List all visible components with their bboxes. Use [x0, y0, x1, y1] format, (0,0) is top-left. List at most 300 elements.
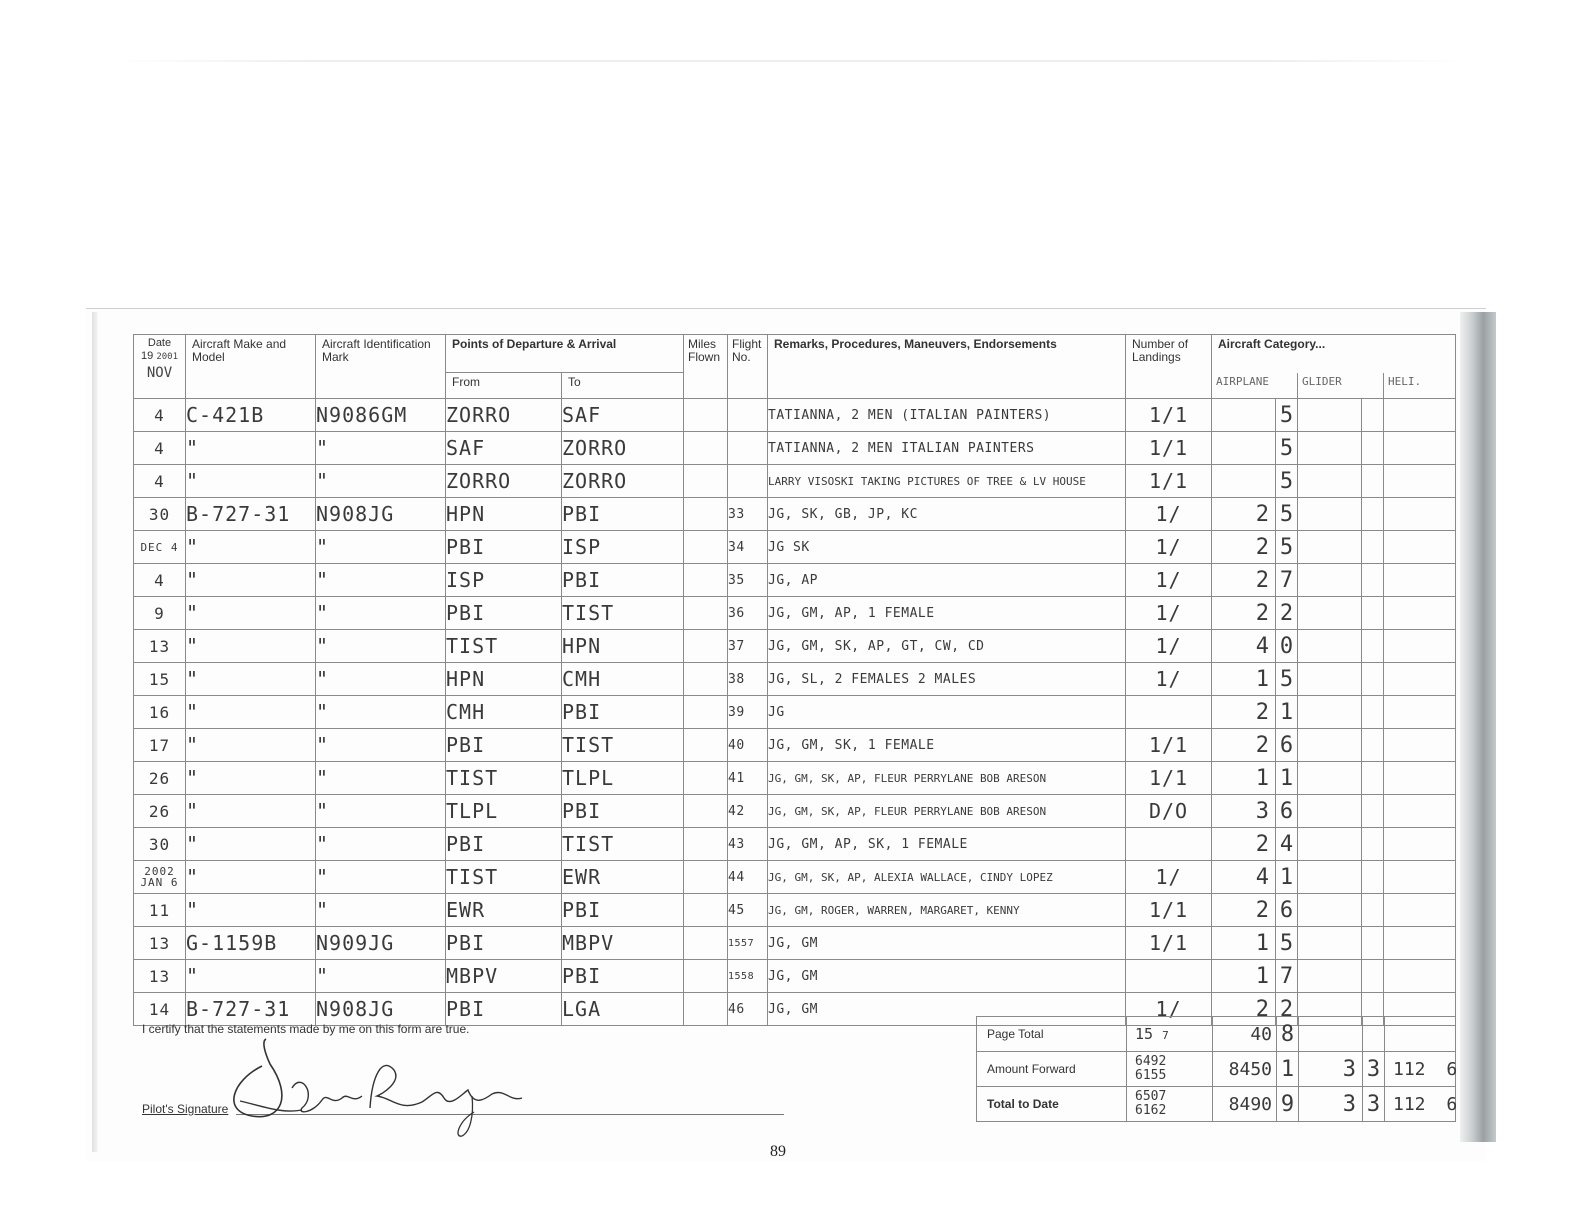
row-remarks: JG SK: [768, 531, 1126, 564]
page-total-landings-sub: 7: [1162, 1029, 1169, 1042]
row-heli-hours: [1384, 960, 1456, 993]
row-from: TIST: [446, 762, 562, 795]
row-flight-no: [728, 399, 768, 432]
row-to: ISP: [562, 531, 684, 564]
row-airplane-hours: 2: [1212, 828, 1276, 861]
page-total-h2: [1277, 1017, 1299, 1052]
row-airplane-hours: 4: [1212, 630, 1276, 663]
log-row: [134, 696, 1456, 729]
row-landings: 1/1: [1126, 927, 1212, 960]
scan-artifact-line: [110, 60, 1470, 62]
row-airplane-tenths: 6: [1276, 894, 1298, 927]
row-from: TIST: [446, 861, 562, 894]
row-from: ZORRO: [446, 465, 562, 498]
row-heli-hours: [1384, 399, 1456, 432]
row-landings: 1/1: [1126, 894, 1212, 927]
row-glider-tenths: [1362, 861, 1384, 894]
row-landings: 1/: [1126, 630, 1212, 663]
row-airplane-tenths: 2: [1276, 993, 1298, 1026]
row-aircraft-model: ": [186, 630, 316, 663]
log-row: [134, 465, 1456, 498]
row-heli-hours: [1384, 729, 1456, 762]
row-from: PBI: [446, 729, 562, 762]
row-aircraft-ident: ": [316, 597, 446, 630]
row-to: HPN: [562, 630, 684, 663]
page-shadow-edge: [1460, 312, 1496, 1142]
row-aircraft-ident: ": [316, 564, 446, 597]
row-to: SAF: [562, 399, 684, 432]
log-row: [134, 894, 1456, 927]
row-landings: 1/1: [1126, 762, 1212, 795]
row-date: 13: [134, 630, 186, 663]
logbook-table: [133, 334, 1456, 1026]
row-from: CMH: [446, 696, 562, 729]
log-row: [134, 795, 1456, 828]
row-aircraft-model: ": [186, 795, 316, 828]
log-row: [134, 861, 1456, 894]
row-glider-tenths: [1362, 960, 1384, 993]
row-airplane-tenths: 0: [1276, 630, 1298, 663]
row-to: ZORRO: [562, 465, 684, 498]
row-to: MBPV: [562, 927, 684, 960]
row-aircraft-ident: N9086GM: [316, 399, 446, 432]
row-from: PBI: [446, 531, 562, 564]
row-glider-tenths: [1362, 795, 1384, 828]
row-date: 17: [134, 729, 186, 762]
log-row: [134, 597, 1456, 630]
row-glider-hours: [1298, 828, 1362, 861]
date-year-hw: 2001: [156, 352, 178, 362]
row-aircraft-model: ": [186, 861, 316, 894]
row-landings: 1/1: [1126, 432, 1212, 465]
row-miles: [684, 399, 728, 432]
row-airplane-tenths: 1: [1276, 762, 1298, 795]
row-aircraft-ident: N909JG: [316, 927, 446, 960]
row-to: PBI: [562, 894, 684, 927]
row-aircraft-ident: ": [316, 432, 446, 465]
row-aircraft-ident: ": [316, 828, 446, 861]
row-aircraft-ident: ": [316, 465, 446, 498]
row-miles: [684, 498, 728, 531]
row-glider-tenths: [1362, 927, 1384, 960]
row-from: MBPV: [446, 960, 562, 993]
row-landings: 1/: [1126, 597, 1212, 630]
category-airplane-label: AIRPLANE: [1216, 374, 1269, 388]
row-flight-no: 44: [728, 861, 768, 894]
row-miles: [684, 696, 728, 729]
row-landings: 1/1: [1126, 399, 1212, 432]
row-from: PBI: [446, 927, 562, 960]
total-landings-a: 6507: [1135, 1089, 1167, 1104]
category-glider-label: GLIDER: [1302, 374, 1342, 388]
total-landings-b: 6162: [1135, 1103, 1167, 1118]
row-flight-no: 43: [728, 828, 768, 861]
flight-no-header: Flight No.: [728, 335, 768, 399]
row-remarks: TATIANNA, 2 MEN (ITALIAN PAINTERS): [768, 399, 1126, 432]
forward-landings-b: 6155: [1135, 1068, 1167, 1083]
aircraft-make-header: Aircraft Make and Model: [186, 335, 316, 399]
row-airplane-tenths: 2: [1276, 597, 1298, 630]
row-miles: [684, 894, 728, 927]
row-date: 15: [134, 663, 186, 696]
row-heli-hours: [1384, 762, 1456, 795]
row-from: TLPL: [446, 795, 562, 828]
row-miles: [684, 960, 728, 993]
row-airplane-tenths: 6: [1276, 729, 1298, 762]
row-landings: 1/: [1126, 498, 1212, 531]
row-flight-no: 45: [728, 894, 768, 927]
row-flight-no: 33: [728, 498, 768, 531]
row-airplane-tenths: 6: [1276, 795, 1298, 828]
page-total-heli: [1385, 1017, 1456, 1052]
log-row: [134, 663, 1456, 696]
row-aircraft-model: ": [186, 696, 316, 729]
row-miles: [684, 729, 728, 762]
row-landings: 1/: [1126, 861, 1212, 894]
row-miles: [684, 993, 728, 1026]
from-header: From: [446, 373, 562, 399]
row-to: PBI: [562, 498, 684, 531]
row-airplane-hours: [1212, 465, 1276, 498]
row-remarks: JG, SK, GB, JP, KC: [768, 498, 1126, 531]
page-total-glider: [1299, 1017, 1363, 1052]
row-to: TIST: [562, 729, 684, 762]
points-header: Points of Departure & Arrival: [446, 335, 684, 373]
row-aircraft-model: C-421B: [186, 399, 316, 432]
row-aircraft-ident: ": [316, 861, 446, 894]
row-airplane-hours: 1: [1212, 960, 1276, 993]
row-airplane-tenths: 1: [1276, 696, 1298, 729]
row-aircraft-ident: ": [316, 762, 446, 795]
row-glider-tenths: [1362, 630, 1384, 663]
row-remarks: JG, SL, 2 FEMALES 2 MALES: [768, 663, 1126, 696]
row-to: CMH: [562, 663, 684, 696]
row-aircraft-model: ": [186, 729, 316, 762]
row-glider-hours: [1298, 762, 1362, 795]
row-airplane-hours: 1: [1212, 663, 1276, 696]
row-airplane-hours: 1: [1212, 762, 1276, 795]
row-miles: [684, 531, 728, 564]
log-row: [134, 960, 1456, 993]
row-flight-no: 34: [728, 531, 768, 564]
row-date: 13: [134, 960, 186, 993]
amount-forward-h1: [1213, 1052, 1277, 1087]
row-airplane-tenths: 5: [1276, 465, 1298, 498]
row-aircraft-model: ": [186, 762, 316, 795]
row-glider-tenths: [1362, 663, 1384, 696]
log-row: [134, 828, 1456, 861]
row-landings: 1/: [1126, 531, 1212, 564]
row-remarks: JG, GM: [768, 993, 1126, 1026]
row-from: PBI: [446, 828, 562, 861]
row-miles: [684, 861, 728, 894]
log-row: [134, 762, 1456, 795]
row-date: 30: [134, 828, 186, 861]
row-miles: [684, 927, 728, 960]
row-from: PBI: [446, 597, 562, 630]
log-row: [134, 531, 1456, 564]
forward-landings-a: 6492: [1135, 1054, 1167, 1069]
row-to: ZORRO: [562, 432, 684, 465]
row-from: HPN: [446, 498, 562, 531]
row-miles: [684, 465, 728, 498]
log-row: [134, 927, 1456, 960]
row-aircraft-model: ": [186, 828, 316, 861]
row-airplane-hours: 2: [1212, 894, 1276, 927]
row-landings: [1126, 960, 1212, 993]
row-aircraft-model: ": [186, 663, 316, 696]
certification-statement: I certify that the statements made by me on this form are true.: [142, 1022, 470, 1036]
landings-header: Number of Landings: [1126, 335, 1212, 399]
row-from: PBI: [446, 993, 562, 1026]
row-aircraft-model: G-1159B: [186, 927, 316, 960]
row-glider-hours: [1298, 630, 1362, 663]
row-airplane-hours: 2: [1212, 729, 1276, 762]
row-airplane-hours: 3: [1212, 795, 1276, 828]
row-date: 30: [134, 498, 186, 531]
row-glider-tenths: [1362, 564, 1384, 597]
date-header-label: Date: [147, 337, 172, 349]
row-miles: [684, 597, 728, 630]
forward-heli-a: 112: [1393, 1058, 1426, 1080]
row-airplane-hours: 2: [1212, 498, 1276, 531]
row-date: 11: [134, 894, 186, 927]
row-airplane-tenths: 1: [1276, 861, 1298, 894]
row-flight-no: 1557: [728, 927, 768, 960]
date-header-month: NOV: [146, 365, 173, 381]
row-airplane-tenths: 7: [1276, 564, 1298, 597]
row-remarks: JG, GM, SK, AP, FLEUR PERRYLANE BOB ARESON: [768, 762, 1126, 795]
total-glider-b: 3: [1366, 1091, 1381, 1117]
row-airplane-tenths: 5: [1276, 432, 1298, 465]
row-miles: [684, 828, 728, 861]
row-airplane-hours: [1212, 432, 1276, 465]
row-airplane-tenths: 5: [1276, 399, 1298, 432]
row-glider-hours: [1298, 663, 1362, 696]
row-airplane-tenths: 4: [1276, 828, 1298, 861]
row-heli-hours: [1384, 696, 1456, 729]
row-flight-no: 1558: [728, 960, 768, 993]
total-to-date-heli: [1385, 1087, 1456, 1122]
row-remarks: JG, AP: [768, 564, 1126, 597]
row-airplane-tenths: 5: [1276, 927, 1298, 960]
category-heli: [1384, 373, 1456, 399]
row-date: 26: [134, 762, 186, 795]
row-heli-hours: [1384, 795, 1456, 828]
row-flight-no: 41: [728, 762, 768, 795]
row-flight-no: 40: [728, 729, 768, 762]
amount-forward-label: Amount Forward: [977, 1052, 1127, 1087]
log-row: [134, 498, 1456, 531]
row-heli-hours: [1384, 465, 1456, 498]
page-total-label: Page Total: [977, 1017, 1127, 1052]
row-glider-hours: [1298, 894, 1362, 927]
row-from: EWR: [446, 894, 562, 927]
row-date: 13: [134, 927, 186, 960]
row-airplane-hours: 2: [1212, 597, 1276, 630]
row-to: TIST: [562, 828, 684, 861]
row-landings: 1/1: [1126, 465, 1212, 498]
row-date: 4: [134, 432, 186, 465]
row-from: SAF: [446, 432, 562, 465]
row-remarks: JG, GM, AP, SK, 1 FEMALE: [768, 828, 1126, 861]
total-to-date-h2: [1277, 1087, 1299, 1122]
total-to-date-h1: [1213, 1087, 1277, 1122]
page-binding-edge: [92, 312, 98, 1152]
row-heli-hours: [1384, 630, 1456, 663]
row-glider-tenths: [1362, 762, 1384, 795]
category-heli-label: HELI.: [1388, 374, 1422, 388]
row-landings: 1/1: [1126, 729, 1212, 762]
row-glider-tenths: [1362, 696, 1384, 729]
row-landings: 1/: [1126, 993, 1212, 1026]
row-glider-tenths: [1362, 894, 1384, 927]
row-flight-no: 36: [728, 597, 768, 630]
category-glider: [1298, 373, 1384, 399]
row-to: PBI: [562, 564, 684, 597]
row-to: TLPL: [562, 762, 684, 795]
row-remarks: JG, GM: [768, 927, 1126, 960]
forward-glider-b: 3: [1366, 1056, 1381, 1082]
row-date: 4: [134, 564, 186, 597]
row-glider-hours: [1298, 498, 1362, 531]
row-date: 14: [134, 993, 186, 1026]
row-remarks: LARRY VISOSKI TAKING PICTURES OF TREE & LV HOUSE: [768, 465, 1126, 498]
row-aircraft-ident: ": [316, 729, 446, 762]
row-airplane-tenths: 5: [1276, 663, 1298, 696]
row-heli-hours: [1384, 597, 1456, 630]
row-glider-tenths: [1362, 828, 1384, 861]
row-remarks: TATIANNA, 2 MEN ITALIAN PAINTERS: [768, 432, 1126, 465]
row-glider-hours: [1298, 597, 1362, 630]
row-aircraft-ident: ": [316, 894, 446, 927]
page-total-h2-value: 8: [1280, 1021, 1295, 1047]
row-glider-hours: [1298, 465, 1362, 498]
row-aircraft-model: ": [186, 432, 316, 465]
row-airplane-hours: 2: [1212, 696, 1276, 729]
row-remarks: JG, GM, ROGER, WARREN, MARGARET, KENNY: [768, 894, 1126, 927]
row-heli-hours: [1384, 564, 1456, 597]
row-to: TIST: [562, 597, 684, 630]
row-aircraft-model: ": [186, 564, 316, 597]
row-glider-hours: [1298, 531, 1362, 564]
row-glider-tenths: [1362, 399, 1384, 432]
row-to: EWR: [562, 861, 684, 894]
row-heli-hours: [1384, 498, 1456, 531]
row-airplane-tenths: 5: [1276, 498, 1298, 531]
row-to: PBI: [562, 696, 684, 729]
row-date: 2002 JAN 6: [134, 861, 186, 894]
row-from: HPN: [446, 663, 562, 696]
row-aircraft-model: ": [186, 465, 316, 498]
row-miles: [684, 762, 728, 795]
date-header-year: [134, 350, 185, 364]
row-airplane-hours: 1: [1212, 927, 1276, 960]
total-heli-a: 112: [1393, 1093, 1426, 1115]
page-total-landings: [1127, 1017, 1213, 1052]
remarks-header: Remarks, Procedures, Maneuvers, Endorsements: [768, 335, 1126, 399]
total-glider-a: 3: [1342, 1091, 1356, 1117]
row-heli-hours: [1384, 663, 1456, 696]
row-flight-no: 37: [728, 630, 768, 663]
row-date: 26: [134, 795, 186, 828]
pilot-signature: [222, 1036, 552, 1146]
row-airplane-tenths: 5: [1276, 531, 1298, 564]
row-aircraft-ident: ": [316, 531, 446, 564]
row-flight-no: [728, 465, 768, 498]
forward-h1-value: 8450: [1228, 1058, 1272, 1080]
row-airplane-hours: 2: [1212, 993, 1276, 1026]
total-heli-b: 6: [1446, 1093, 1458, 1115]
row-glider-tenths: [1362, 498, 1384, 531]
row-flight-no: 46: [728, 993, 768, 1026]
row-flight-no: 39: [728, 696, 768, 729]
row-heli-hours: [1384, 927, 1456, 960]
row-aircraft-ident: ": [316, 630, 446, 663]
row-date: 9: [134, 597, 186, 630]
total-to-date-glider-frac: [1363, 1087, 1385, 1122]
totals-table: [976, 1016, 1456, 1122]
row-aircraft-ident: ": [316, 696, 446, 729]
page-total-h1: [1213, 1017, 1277, 1052]
row-flight-no: [728, 432, 768, 465]
total-h1-value: 8490: [1228, 1093, 1272, 1115]
amount-forward-h2: [1277, 1052, 1299, 1087]
row-flight-no: 42: [728, 795, 768, 828]
row-glider-tenths: [1362, 729, 1384, 762]
row-airplane-hours: 4: [1212, 861, 1276, 894]
forward-glider-a: 3: [1342, 1056, 1356, 1082]
row-glider-hours: [1298, 696, 1362, 729]
row-landings: [1126, 828, 1212, 861]
category-header: Aircraft Category...: [1212, 335, 1456, 373]
row-glider-hours: [1298, 399, 1362, 432]
row-miles: [684, 795, 728, 828]
row-glider-hours: [1298, 927, 1362, 960]
row-airplane-hours: 2: [1212, 564, 1276, 597]
row-remarks: JG, GM: [768, 960, 1126, 993]
row-flight-no: 38: [728, 663, 768, 696]
row-date: 4: [134, 399, 186, 432]
row-remarks: JG, GM, SK, AP, GT, CW, CD: [768, 630, 1126, 663]
row-airplane-tenths: 7: [1276, 960, 1298, 993]
row-glider-tenths: [1362, 597, 1384, 630]
forward-heli-b: 6: [1446, 1058, 1458, 1080]
row-aircraft-model: ": [186, 597, 316, 630]
row-heli-hours: [1384, 861, 1456, 894]
row-remarks: JG: [768, 696, 1126, 729]
row-heli-hours: [1384, 531, 1456, 564]
forward-h2-value: 1: [1280, 1056, 1295, 1082]
date-year-print: 19: [141, 350, 154, 362]
row-to: PBI: [562, 960, 684, 993]
row-landings: [1126, 696, 1212, 729]
total-to-date-glider: [1299, 1087, 1363, 1122]
row-aircraft-model: ": [186, 531, 316, 564]
log-row: [134, 564, 1456, 597]
amount-forward-heli: [1385, 1052, 1456, 1087]
log-row: [134, 729, 1456, 762]
row-aircraft-ident: ": [316, 663, 446, 696]
to-header: To: [562, 373, 684, 399]
row-glider-hours: [1298, 960, 1362, 993]
log-row: [134, 630, 1456, 663]
row-aircraft-model: ": [186, 960, 316, 993]
row-glider-hours: [1298, 729, 1362, 762]
row-aircraft-ident: ": [316, 960, 446, 993]
row-glider-tenths: [1362, 465, 1384, 498]
row-airplane-hours: 2: [1212, 531, 1276, 564]
